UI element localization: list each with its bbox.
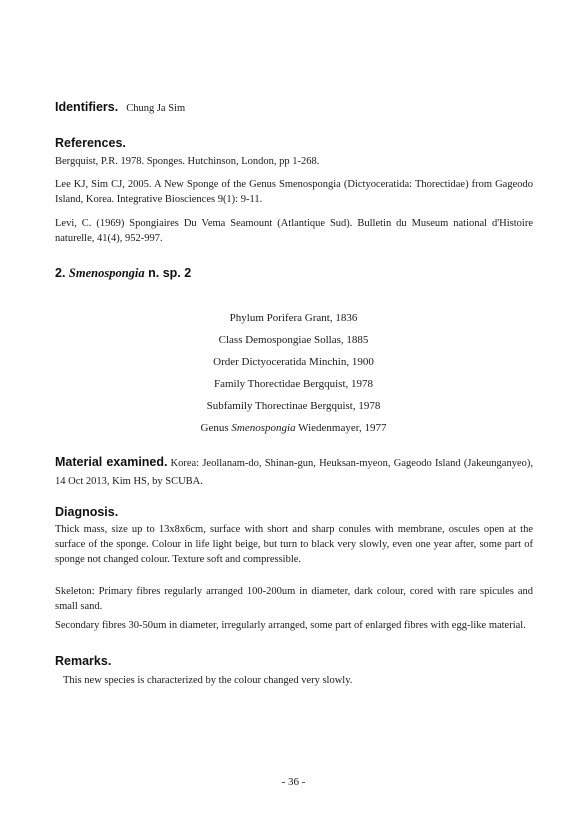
taxonomy-genus-prefix: Genus <box>200 422 229 434</box>
species-heading <box>55 266 191 281</box>
diagnosis-paragraph: Thick mass, size up to 13x8x6cm, surface with short and sharp conules with membrane, oscules open at the surface of the sponge. Colour in life light beige, but turn to black very slowly, even one year after, some part of sponge not changed colour. Texture soft and compressible. <box>55 524 533 565</box>
material-label: Material examined. <box>55 455 168 469</box>
taxonomy-genus-name: Smenospongia <box>231 422 296 434</box>
taxonomy-phylum: Phylum Porifera Grant, 1836 <box>229 312 358 324</box>
taxonomy-subfamily: Subfamily Thorectinae Bergquist, 1978 <box>206 400 381 412</box>
taxonomy-family: Family Thorectidae Bergquist, 1978 <box>213 378 374 390</box>
remarks-heading: Remarks. <box>55 654 112 668</box>
diagnosis-paragraph: Secondary fibres 30-50um in diameter, irregularly arranged, some part of enlarged fibres with egg-like material. <box>55 620 526 631</box>
reference-item: Lee KJ, Sim CJ, 2005. A New Sponge of the Genus Smenospongia (Dictyoceratida: Thorectidae) from Gageodo Island, Korea. Integrative Biosciences 9(1): 9-11. <box>55 179 533 205</box>
diagnosis-paragraph: Skeleton: Primary fibres regularly arranged 100-200um in diameter, dark colour, cored with rare spicules and small sand. <box>55 586 533 612</box>
species-rest: n. sp. 2 <box>148 266 192 280</box>
identifiers-text: Chung Ja Sim <box>126 103 186 114</box>
taxonomy-class: Class Demospongiae Sollas, 1885 <box>218 334 369 346</box>
reference-item: Levi, C. (1969) Spongiaires Du Vema Seamount (Atlantique Sud). Bulletin du Museum national d'Histoire naturelle, 41(4), 952-997. <box>55 218 533 244</box>
identifiers-label: Identifiers. <box>55 100 119 114</box>
diagnosis-heading: Diagnosis. <box>55 505 119 519</box>
material-text: Korea: Jeollanam-do, Shinan-gun, Heuksan-myeon, Gageodo Island (Jakeunganyeo), 14 Oct 2013, Kim HS, by SCUBA. <box>55 458 533 487</box>
species-number: 2. <box>55 266 66 280</box>
reference-item: Bergquist, P.R. 1978. Sponges. Hutchinson, London, pp 1-268. <box>55 156 320 167</box>
species-genus: Smenospongia <box>68 266 145 280</box>
taxonomy-genus-author: Wiedenmayer, 1977 <box>298 422 387 434</box>
material-examined <box>55 453 533 491</box>
remarks-text: This new species is characterized by the colour changed very slowly. <box>63 675 353 686</box>
taxonomy-order: Order Dictyoceratida Minchin, 1900 <box>213 356 374 368</box>
identifiers-line <box>55 98 535 116</box>
taxonomy-genus <box>0 422 587 434</box>
references-heading: References. <box>55 136 126 150</box>
page-number: - 36 - <box>281 776 306 788</box>
